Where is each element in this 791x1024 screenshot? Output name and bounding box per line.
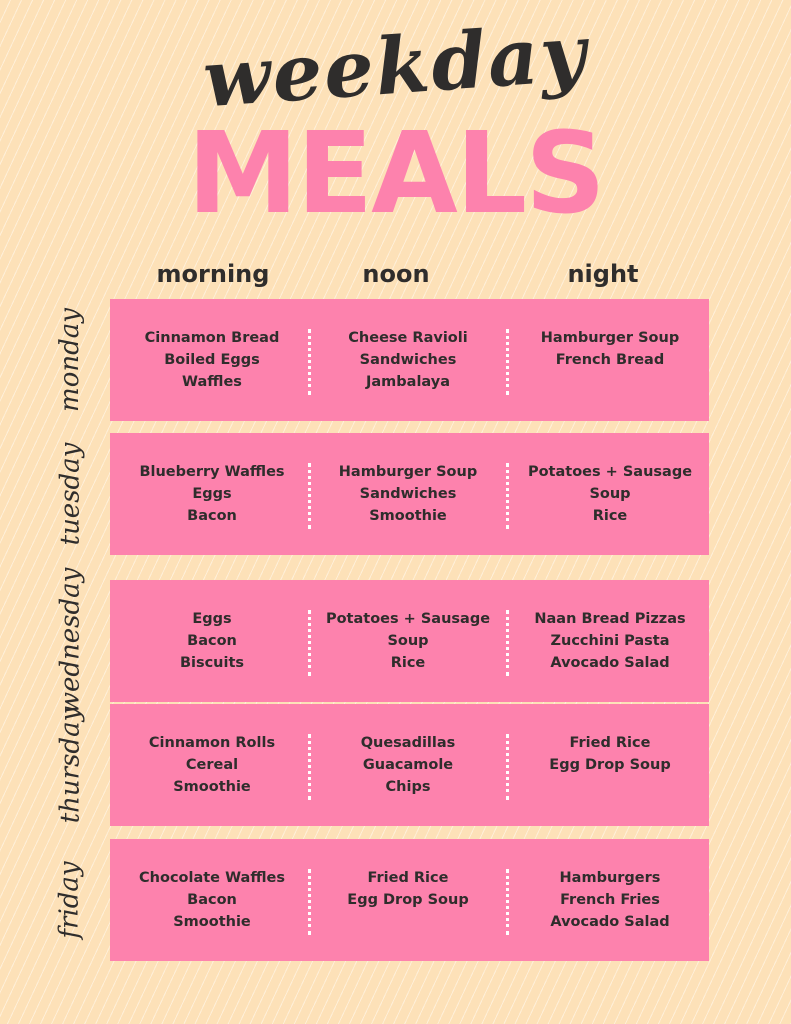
day-label-thursday (20, 704, 120, 826)
meal-item: Rice (592, 508, 628, 524)
cell-noon (308, 732, 508, 798)
cell-night (510, 608, 710, 674)
cell-morning (112, 867, 312, 933)
meal-item: Eggs (192, 486, 232, 502)
day-label-wednesday (20, 567, 120, 715)
meal-item: Naan Bread Pizzas (534, 611, 686, 627)
cell-night (510, 732, 710, 776)
meal-row-thursday (110, 704, 709, 826)
meal-item: Chips (385, 779, 431, 795)
meal-item: Eggs (192, 611, 232, 627)
title-script: weekday (200, 7, 591, 126)
dotted-divider (506, 734, 509, 800)
meal-item: Biscuits (179, 655, 245, 671)
meal-item: Cinnamon Bread (144, 330, 280, 346)
dotted-divider (506, 869, 509, 935)
meal-item: Bacon (187, 892, 237, 908)
meal-item: Sandwiches (359, 486, 457, 502)
day-label-friday (20, 839, 120, 961)
meal-item: Sandwiches (359, 352, 457, 368)
meal-item: Hamburgers (559, 870, 661, 886)
meal-item: Jambalaya (366, 374, 450, 390)
meal-item: Bacon (187, 508, 237, 524)
meal-item: Boiled Eggs (164, 352, 260, 368)
day-label-monday (20, 299, 120, 421)
day-text: monday (55, 308, 86, 412)
meal-item: Smoothie (369, 508, 447, 524)
day-text: friday (54, 861, 85, 939)
meal-item: Egg Drop Soup (347, 892, 469, 908)
meal-item: Cereal (185, 757, 239, 773)
day-text: wednesday (55, 567, 85, 715)
cell-night (510, 867, 710, 933)
meal-item: Soup (589, 486, 631, 502)
meal-item: Waffles (182, 374, 242, 390)
dotted-divider (506, 610, 509, 676)
meal-item: Soup (387, 633, 429, 649)
meal-item: Blueberry Waffles (139, 464, 285, 480)
dotted-divider (506, 463, 509, 529)
meal-item: Guacamole (362, 757, 454, 773)
cell-morning (112, 732, 312, 798)
meal-row-friday (110, 839, 709, 961)
meal-item: Fried Rice (569, 735, 651, 751)
column-header-morning: morning (156, 260, 270, 288)
meal-item: Egg Drop Soup (549, 757, 671, 773)
column-header-night: night (567, 260, 639, 288)
cell-morning (112, 608, 312, 674)
meal-item: Zucchini Pasta (550, 633, 670, 649)
meal-row-tuesday (110, 433, 709, 555)
meal-row-wednesday (110, 580, 709, 702)
meal-item: Rice (390, 655, 426, 671)
cell-noon (308, 867, 508, 911)
title-main: MEALS (187, 109, 604, 239)
meal-item: Avocado Salad (550, 655, 670, 671)
day-label-tuesday (20, 433, 120, 555)
column-header-noon: noon (362, 260, 430, 288)
meal-item: Potatoes + Sausage (527, 464, 693, 480)
meal-item: French Fries (560, 892, 660, 908)
meal-item: Fried Rice (367, 870, 449, 886)
meal-item: French Bread (555, 352, 665, 368)
dotted-divider (506, 329, 509, 395)
day-text: tuesday (55, 442, 86, 546)
day-text: thursday (55, 706, 86, 824)
cell-noon (308, 608, 508, 674)
meal-item: Potatoes + Sausage (325, 611, 491, 627)
meal-item: Bacon (187, 633, 237, 649)
cell-noon (308, 327, 508, 393)
meal-item: Hamburger Soup (338, 464, 478, 480)
cell-morning (112, 461, 312, 527)
cell-morning (112, 327, 312, 393)
cell-night (510, 327, 710, 371)
meal-item: Cheese Ravioli (348, 330, 468, 346)
meal-item: Quesadillas (360, 735, 456, 751)
meal-item: Hamburger Soup (540, 330, 680, 346)
meal-item: Chocolate Waffles (139, 870, 285, 886)
meal-item: Smoothie (173, 914, 251, 930)
meal-item: Avocado Salad (550, 914, 670, 930)
meal-row-monday (110, 299, 709, 421)
cell-night (510, 461, 710, 527)
cell-noon (308, 461, 508, 527)
meal-item: Smoothie (173, 779, 251, 795)
meal-item: Cinnamon Rolls (148, 735, 276, 751)
